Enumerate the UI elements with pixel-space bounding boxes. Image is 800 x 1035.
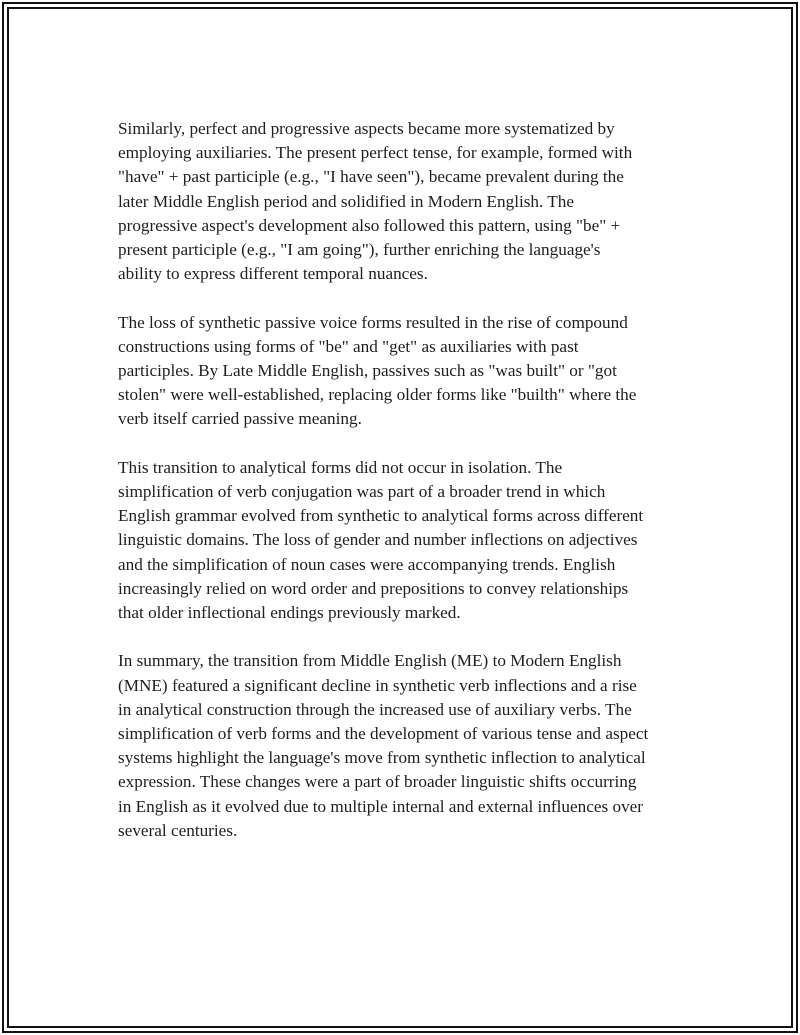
document-body [118, 117, 698, 867]
paragraph-passive-voice: The loss of synthetic passive voice forms resulted in the rise of compound constructions using forms of "be" and "get" as auxiliaries with past participles. By Late Middle English, passives such as "was built" or "got stolen" were well-established, replacing older forms like "builth" where the verb itself carried passive meaning. [118, 312, 637, 429]
paragraph-analytical-transition: This transition to analytical forms did not occur in isolation. The simplification of verb conjugation was part of a broader trend in which English grammar evolved from synthetic to analytical forms across different linguistic domains. The loss of gender and number inflections on adjectives and the simplification of noun cases were accompanying trends. English increasingly relied on word order and prepositions to convey relationships that older inflectional endings previously marked. [118, 457, 644, 623]
paragraph-perfect-progressive-aspects: Similarly, perfect and progressive aspects became more systematized by employing auxiliaries. The present perfect tense, for example, formed with "have" + past participle (e.g., "I have seen"), became prevalent during the later Middle English period and solidified in Modern English. The progressive aspect's development also followed this pattern, using "be" + present participle (e.g., "I am going"), further enriching the language's ability to express different temporal nuances. [118, 119, 633, 284]
paragraph-summary: In summary, the transition from Middle English (ME) to Modern English (MNE) featured a significant decline in synthetic verb inflections and a rise in analytical construction through the increased use of auxiliary verbs. The simplification of verb forms and the development of various tense and aspect systems highlight the language's move from synthetic inflection to analytical expression. These changes were a part of broader linguistic shifts occurring in English as it evolved due to multiple internal and external influences over several centuries. [118, 651, 649, 840]
